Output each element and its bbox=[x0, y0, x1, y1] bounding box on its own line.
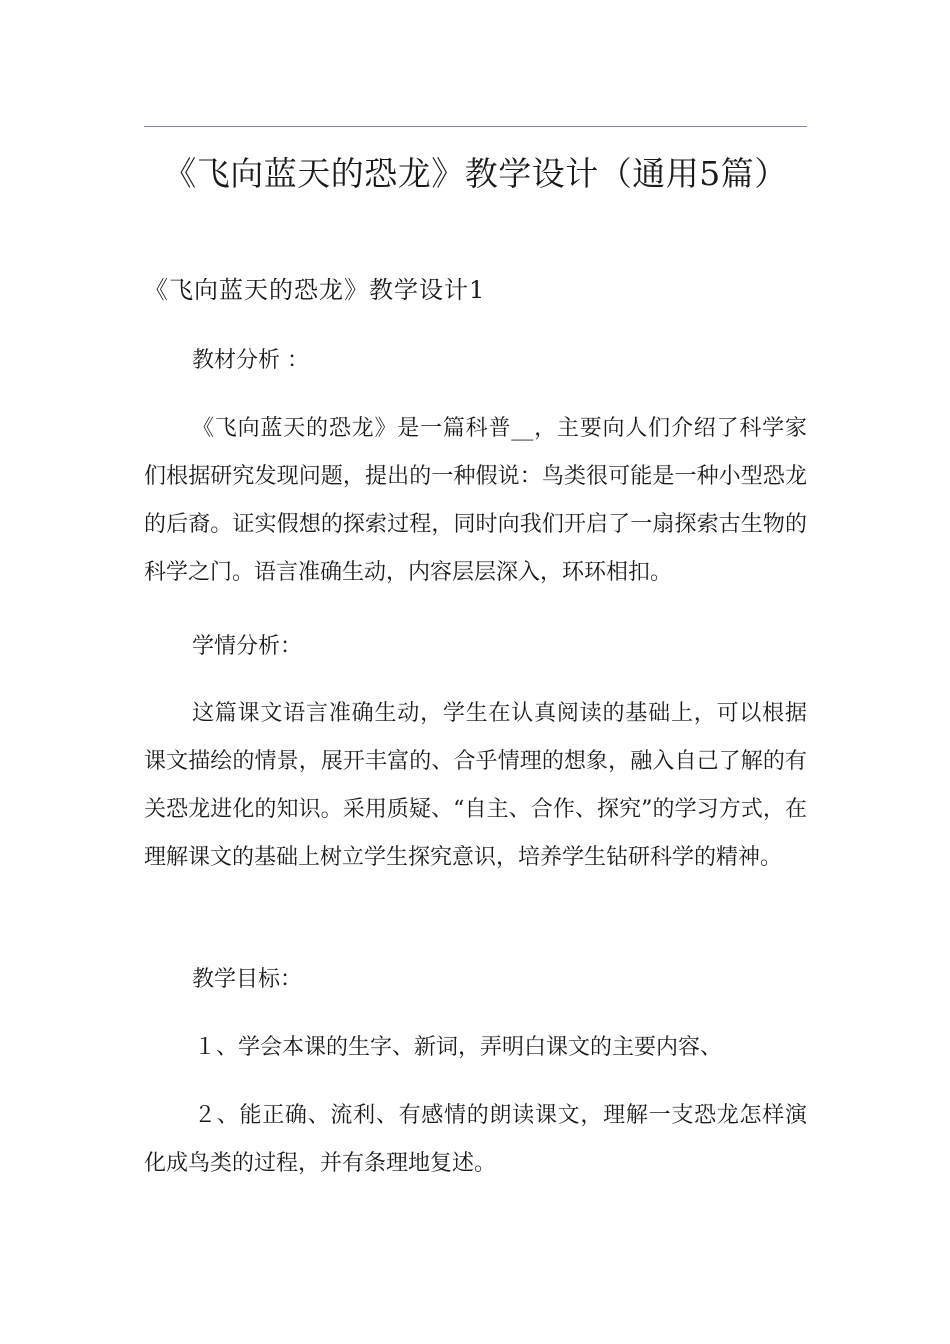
material-analysis-label: 教材分析 ： bbox=[192, 348, 309, 373]
section-heading: 《飞向蓝天的恐龙》教学设计1 bbox=[144, 276, 486, 304]
teaching-goals-label: 教学目标： bbox=[192, 967, 303, 992]
document-title: 《飞向蓝天的恐龙》教学设计（通用5篇） bbox=[163, 154, 788, 193]
student-analysis-label: 学情分析： bbox=[192, 634, 303, 659]
student-analysis-text: 这篇课文语言准确生动，学生在认真阅读的基础上，可以根据课文描绘的情景，展开丰富的、合乎情理的想象，融入自己了解的有关恐龙进化的知识。采用质疑、“自主、合作、探究”的学习方式，在理解课文的基础上树立学生探究意识，培养学生钻研科学的精神。 bbox=[144, 701, 807, 870]
teaching-goal-item: ２、能正确、流利、有感情的朗读课文，理解一支恐龙怎样演化成鸟类的过程，并有条理地复述。 bbox=[144, 1103, 807, 1176]
teaching-goal-item: １、学会本课的生字、新词，弄明白课文的主要内容、 bbox=[194, 1035, 723, 1060]
material-analysis-text: 《飞向蓝天的恐龙》是一篇科普__，主要向人们介绍了科学家们根据研究发现问题，提出的一种假说：鸟类很可能是一种小型恐龙的后裔。证实假想的探索过程，同时向我们开启了一扇探索古生物的科学之门。语言准确生动，内容层层深入，环环相扣。 bbox=[144, 416, 807, 585]
header-divider bbox=[144, 126, 807, 127]
